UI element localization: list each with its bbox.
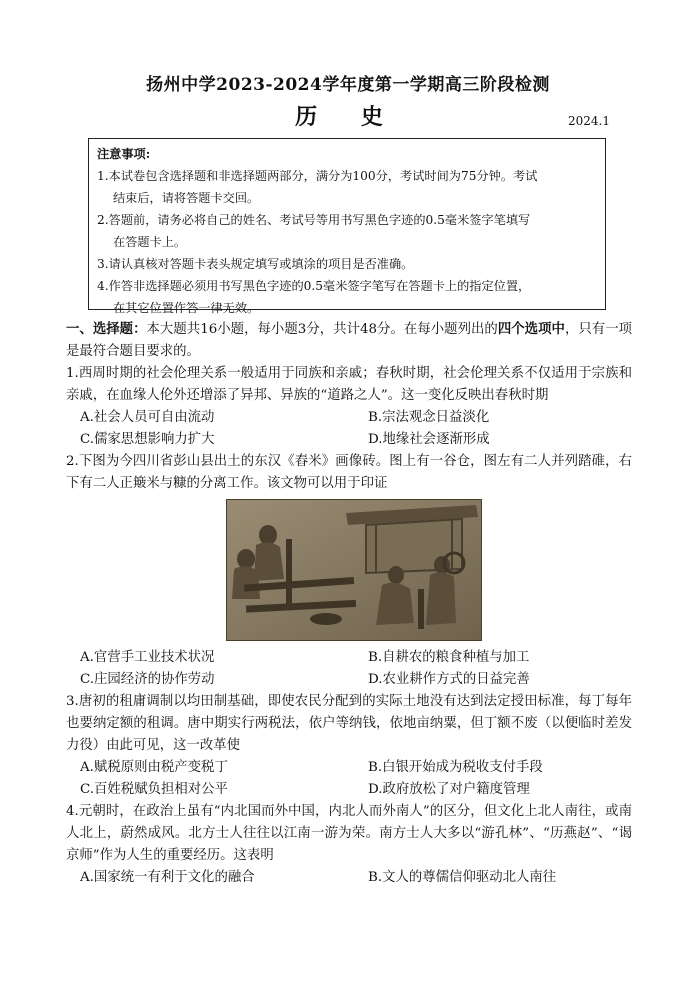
option[interactable]: D.政府放松了对户籍度管理	[368, 782, 530, 797]
option[interactable]: B.宗法观念日益淡化	[368, 410, 490, 425]
option[interactable]: A.赋税原则由税产变税丁	[80, 760, 228, 775]
option-grid	[66, 867, 632, 889]
question-stem: 4.元朝时，在政治上虽有“内北国而外中国，内北人而外南人”的区分，但文化上北人南往，或南人北上，蔚然成风。北方士人往往以江南一游为荣。南方士人大多以“游孔林”、“历燕赵”、“谒京师”作为人生的重要经历。这表明	[66, 804, 632, 863]
option[interactable]: B.白银开始成为税收支付手段	[368, 760, 543, 775]
section-header	[66, 318, 632, 363]
option[interactable]: C.百姓税赋负担相对公平	[80, 782, 228, 797]
notice-line: 在答题卡上。	[113, 235, 187, 249]
option[interactable]: A.社会人员可自由流动	[80, 410, 215, 425]
question-stem: 2.下图为今四川省彭山县出土的东汉《舂米》画像砖。图上有一谷仓，图左有二人并列踏碓，右下有二人正簸米与糠的分离工作。该文物可以用于印证	[66, 454, 632, 491]
subject-title: 历 史	[295, 104, 401, 130]
option[interactable]: C.儒家思想影响力扩大	[80, 432, 215, 447]
exam-date: 2024.1	[568, 114, 610, 128]
option[interactable]: A.官营手工业技术状况	[80, 650, 215, 665]
option[interactable]: A.国家统一有利于文化的融合	[80, 870, 255, 885]
option[interactable]: B.文人的尊儒信仰驱动北人南往	[368, 870, 557, 885]
notice-line: 4.作答非选择题必须用书写黑色字迹的0.5毫米签字笔写在答题卡上的指定位置，	[97, 279, 531, 293]
notice-box	[88, 138, 606, 315]
notice-line: 3.请认真核对答题卡表头规定填写或填涂的项目是否准确。	[97, 257, 414, 271]
question-body	[66, 318, 632, 889]
option-grid	[66, 647, 632, 691]
rice-pounding-brick-image	[226, 499, 482, 641]
question-stem: 1.西周时期的社会伦理关系一般适用于同族和亲戚；春秋时期，社会伦理关系不仅适用于宗族和亲戚，在血缘人伦外还增添了异邦、异族的“道路之人”。这一变化反映出春秋时期	[66, 366, 632, 403]
notice-line: 1.本试卷包含选择题和非选择题两部分，满分为100分，考试时间为75分钟。考试	[97, 169, 538, 183]
notice-line: 2.答题前，请务必将自己的姓名、考试号等用书写黑色字迹的0.5毫米签字笔填写	[97, 213, 531, 227]
section-label: 一、选择题：	[66, 321, 147, 337]
option-grid	[66, 757, 632, 801]
section-bold: 四个选项中	[497, 321, 565, 337]
notice-heading: 注意事项:	[97, 147, 151, 161]
section-text: 本大题共16小题，每小题3分，共计48分。在每小题列出的	[146, 322, 498, 337]
option-grid	[66, 407, 632, 451]
option[interactable]: D.农业耕作方式的日益完善	[368, 672, 530, 687]
section-text: ，只有一项是最符合题目要求的。	[66, 322, 633, 359]
option[interactable]: C.庄园经济的协作劳动	[80, 672, 215, 687]
question-stem: 3.唐初的租庸调制以均田制基础，即使农民分配到的实际土地没有达到法定授田标准，每丁每年也要纳定额的租调。唐中期实行两税法，依户等纳钱，依地亩纳粟，但丁额不废（以便临时差发力役）由此可见，这一改革使	[66, 694, 632, 753]
option[interactable]: B.自耕农的粮食种植与加工	[368, 650, 530, 665]
notice-line: 在其它位置作答一律无效。	[113, 301, 260, 315]
option[interactable]: D.地缘社会逐渐形成	[368, 432, 490, 447]
exam-title: 扬州中学2023-2024学年度第一学期高三阶段检测	[146, 75, 550, 95]
notice-line: 结束后，请将答题卡交回。	[113, 191, 260, 205]
